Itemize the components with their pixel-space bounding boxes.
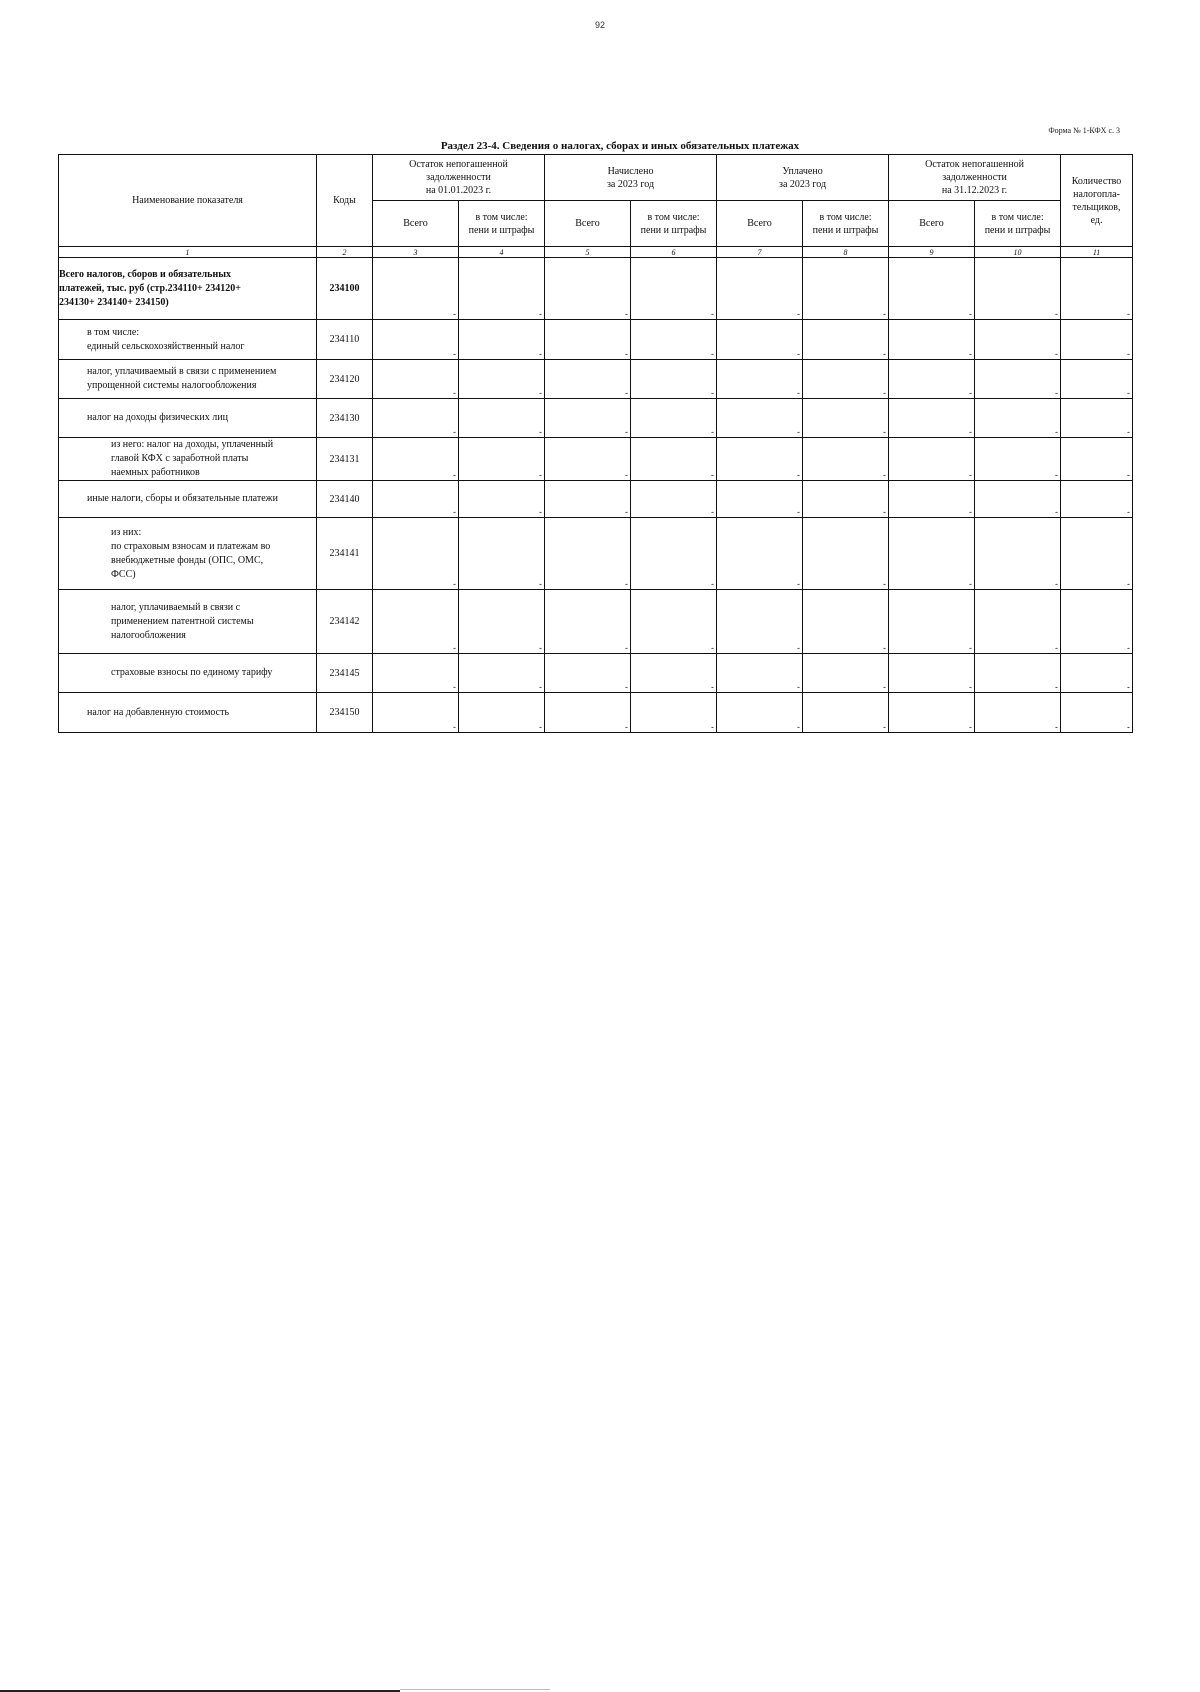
empty-value-dash: - — [711, 309, 715, 319]
empty-value-dash: - — [539, 388, 542, 398]
value-cell — [459, 320, 545, 360]
header-incl-line2: пени и штрафы — [640, 224, 707, 236]
indicator-code: 234141 — [317, 518, 373, 590]
empty-value-dash: - — [1055, 579, 1059, 589]
empty-value-dash: - — [539, 722, 542, 732]
indicator-name-line: из них: — [111, 526, 142, 538]
indicator-name-line: внебюджетные фонды (ОПС, ОМС, — [111, 554, 264, 566]
indicator-name — [59, 258, 317, 320]
value-cell — [1061, 590, 1133, 654]
bottom-smudge — [400, 1689, 550, 1690]
indicator-name-line: упрощенной системы налогообложения — [87, 380, 257, 391]
indicator-code: 234110 — [317, 320, 373, 360]
value-cell — [631, 438, 717, 481]
empty-value-dash: - — [883, 579, 887, 589]
empty-value-dash: - — [969, 427, 973, 437]
column-number: 10 — [975, 247, 1061, 258]
header-paid-penalties — [803, 201, 889, 247]
empty-value-dash: - — [883, 682, 887, 692]
value-cell — [803, 320, 889, 360]
value-cell — [1061, 481, 1133, 518]
header-incl-line2: пени и штрафы — [984, 224, 1051, 236]
value-cell — [717, 654, 803, 693]
value-cell — [631, 360, 717, 399]
value-cell — [889, 481, 975, 518]
header-incl-line2: пени и штрафы — [468, 224, 535, 236]
empty-value-dash: - — [453, 309, 456, 319]
header-count-line2: налогопла- — [1073, 188, 1120, 200]
empty-value-dash: - — [1127, 388, 1131, 398]
indicator-code: 234131 — [317, 438, 373, 481]
page-number: 92 — [594, 20, 605, 30]
indicator-name-line: налог, уплачиваемый в связи с применением — [87, 366, 277, 377]
indicator-code: 234145 — [317, 654, 373, 693]
header-end-debt-line1: Остаток непогашенной — [925, 159, 1024, 170]
header-paid-total: Всего — [717, 201, 803, 247]
header-paid — [717, 155, 889, 201]
value-cell — [631, 481, 717, 518]
table-row — [59, 320, 1133, 360]
value-cell — [889, 360, 975, 399]
value-cell — [545, 518, 631, 590]
empty-value-dash: - — [883, 722, 887, 732]
empty-value-dash: - — [453, 579, 456, 589]
empty-value-dash: - — [453, 507, 456, 517]
section-title: Раздел 23-4. Сведения о налогах, сборах и иных обязательных платежах — [440, 140, 800, 152]
header-end-penalties — [975, 201, 1061, 247]
indicator-name-line: ФСС) — [111, 568, 136, 580]
value-cell — [803, 654, 889, 693]
value-cell — [889, 258, 975, 320]
indicator-code: 234130 — [317, 399, 373, 438]
value-cell — [631, 590, 717, 654]
empty-value-dash: - — [883, 470, 887, 480]
value-cell — [373, 481, 459, 518]
value-cell — [975, 399, 1061, 438]
empty-value-dash: - — [883, 507, 887, 517]
value-cell — [545, 438, 631, 481]
empty-value-dash: - — [625, 388, 628, 398]
empty-value-dash: - — [1055, 643, 1059, 653]
value-cell — [631, 518, 717, 590]
empty-value-dash: - — [711, 427, 715, 437]
empty-value-dash: - — [1127, 470, 1131, 480]
empty-value-dash: - — [539, 682, 542, 692]
value-cell — [631, 320, 717, 360]
empty-value-dash: - — [711, 507, 715, 517]
table-row — [59, 590, 1133, 654]
value-cell — [459, 258, 545, 320]
header-start-total: Всего — [373, 201, 459, 247]
empty-value-dash: - — [625, 427, 628, 437]
indicator-name-line: главой КФХ с заработной платы — [111, 453, 249, 464]
empty-value-dash: - — [883, 388, 887, 398]
table-row — [59, 693, 1133, 733]
indicator-name-line: Всего налогов, сборов и обязательных — [59, 268, 232, 280]
value-cell — [545, 258, 631, 320]
empty-value-dash: - — [1055, 309, 1059, 319]
empty-value-dash: - — [797, 470, 801, 480]
value-cell — [889, 518, 975, 590]
header-start-debt — [373, 155, 545, 201]
empty-value-dash: - — [625, 682, 628, 692]
empty-value-dash: - — [1127, 682, 1131, 692]
empty-value-dash: - — [969, 309, 973, 319]
empty-value-dash: - — [625, 507, 628, 517]
indicator-code: 234142 — [317, 590, 373, 654]
column-number: 1 — [59, 247, 317, 258]
indicator-name — [59, 518, 317, 590]
empty-value-dash: - — [453, 349, 456, 359]
empty-value-dash: - — [1127, 349, 1131, 359]
empty-value-dash: - — [539, 470, 542, 480]
empty-value-dash: - — [797, 507, 801, 517]
value-cell — [975, 590, 1061, 654]
header-incl-line1: в том числе: — [475, 211, 528, 223]
empty-value-dash: - — [1055, 722, 1059, 732]
value-cell — [631, 654, 717, 693]
indicator-name-line: из него: налог на доходы, уплаченный — [111, 439, 274, 450]
header-indicator-name: Наименование показателя — [59, 155, 317, 247]
header-end-debt-line3: на 31.12.2023 г. — [941, 185, 1008, 196]
empty-value-dash: - — [539, 507, 542, 517]
indicator-name-line: налог на добавленную стоимость — [87, 706, 230, 718]
indicator-code: 234120 — [317, 360, 373, 399]
header-taxpayer-count — [1061, 155, 1133, 247]
indicator-name-line: платежей, тыс. руб (стр.234110+ 234120+ — [59, 282, 241, 294]
indicator-name — [59, 438, 317, 481]
form-label: Форма № 1-КФХ с. 3 — [1048, 126, 1120, 135]
empty-value-dash: - — [1055, 427, 1059, 437]
value-cell — [1061, 654, 1133, 693]
header-incl-line1: в том числе: — [819, 211, 872, 223]
value-cell — [373, 518, 459, 590]
header-count-line3: тельщиков, — [1072, 201, 1121, 213]
value-cell — [459, 518, 545, 590]
indicator-name — [59, 481, 317, 518]
header-paid-line1: Уплачено — [782, 165, 823, 177]
value-cell — [889, 693, 975, 733]
value-cell — [717, 360, 803, 399]
value-cell — [889, 399, 975, 438]
indicator-name-line: 234130+ 234140+ 234150) — [59, 296, 169, 308]
column-number: 4 — [459, 247, 545, 258]
value-cell — [373, 693, 459, 733]
header-end-debt — [889, 155, 1061, 201]
value-cell — [459, 399, 545, 438]
value-cell — [1061, 320, 1133, 360]
value-cell — [803, 518, 889, 590]
empty-value-dash: - — [969, 722, 973, 732]
value-cell — [803, 590, 889, 654]
value-cell — [803, 258, 889, 320]
header-codes: Коды — [317, 155, 373, 247]
value-cell — [545, 590, 631, 654]
empty-value-dash: - — [711, 579, 715, 589]
empty-value-dash: - — [1055, 349, 1059, 359]
empty-value-dash: - — [453, 470, 456, 480]
empty-value-dash: - — [797, 579, 801, 589]
header-accrued-penalties — [631, 201, 717, 247]
header-accrued-line1: Начислено — [607, 165, 654, 177]
table-row — [59, 654, 1133, 693]
value-cell — [975, 654, 1061, 693]
table-row — [59, 399, 1133, 438]
value-cell — [373, 258, 459, 320]
empty-value-dash: - — [625, 579, 628, 589]
indicator-name — [59, 360, 317, 399]
empty-value-dash: - — [625, 722, 628, 732]
value-cell — [459, 438, 545, 481]
indicator-name — [59, 693, 317, 733]
header-accrued-line2: за 2023 год — [606, 178, 655, 190]
indicator-name-line: страховые взносы по единому тарифу — [111, 667, 273, 678]
value-cell — [545, 693, 631, 733]
empty-value-dash: - — [539, 349, 542, 359]
empty-value-dash: - — [1127, 427, 1131, 437]
value-cell — [1061, 399, 1133, 438]
value-cell — [459, 481, 545, 518]
header-accrued-total: Всего — [545, 201, 631, 247]
value-cell — [717, 258, 803, 320]
empty-value-dash: - — [711, 470, 715, 480]
empty-value-dash: - — [453, 643, 456, 653]
value-cell — [545, 481, 631, 518]
value-cell — [545, 654, 631, 693]
empty-value-dash: - — [969, 470, 973, 480]
indicator-name-line: налог, уплачиваемый в связи с — [111, 601, 241, 613]
column-number: 9 — [889, 247, 975, 258]
empty-value-dash: - — [1127, 643, 1131, 653]
value-cell — [889, 320, 975, 360]
indicator-code: 234150 — [317, 693, 373, 733]
value-cell — [545, 360, 631, 399]
header-end-debt-line2: задолженности — [942, 172, 1007, 183]
column-number: 3 — [373, 247, 459, 258]
table-row — [59, 258, 1133, 320]
header-start-debt-line3: на 01.01.2023 г. — [425, 185, 492, 196]
table-row — [59, 360, 1133, 399]
value-cell — [631, 693, 717, 733]
table-row — [59, 518, 1133, 590]
empty-value-dash: - — [969, 507, 973, 517]
empty-value-dash: - — [1055, 388, 1059, 398]
value-cell — [717, 481, 803, 518]
empty-value-dash: - — [711, 682, 715, 692]
header-start-debt-line2: задолженности — [426, 172, 491, 183]
value-cell — [717, 438, 803, 481]
empty-value-dash: - — [797, 309, 801, 319]
value-cell — [717, 399, 803, 438]
value-cell — [1061, 360, 1133, 399]
empty-value-dash: - — [969, 349, 973, 359]
value-cell — [975, 481, 1061, 518]
value-cell — [889, 438, 975, 481]
empty-value-dash: - — [883, 349, 887, 359]
empty-value-dash: - — [711, 722, 715, 732]
value-cell — [803, 399, 889, 438]
value-cell — [459, 654, 545, 693]
column-number: 8 — [803, 247, 889, 258]
header-incl-line2: пени и штрафы — [812, 224, 879, 236]
indicator-name — [59, 654, 317, 693]
value-cell — [545, 320, 631, 360]
value-cell — [889, 590, 975, 654]
indicator-code: 234100 — [317, 258, 373, 320]
value-cell — [717, 518, 803, 590]
empty-value-dash: - — [539, 427, 542, 437]
empty-value-dash: - — [539, 309, 542, 319]
column-number: 7 — [717, 247, 803, 258]
header-start-debt-line1: Остаток непогашенной — [409, 159, 508, 170]
header-end-total: Всего — [889, 201, 975, 247]
indicator-code: 234140 — [317, 481, 373, 518]
table-row — [59, 481, 1133, 518]
indicator-name-line: применением патентной системы — [111, 615, 254, 627]
indicator-name-line: по страховым взносам и платежам во — [111, 540, 271, 552]
empty-value-dash: - — [797, 388, 801, 398]
empty-value-dash: - — [711, 349, 715, 359]
empty-value-dash: - — [453, 722, 456, 732]
empty-value-dash: - — [883, 427, 887, 437]
empty-value-dash: - — [883, 643, 887, 653]
indicator-name-line: налог на доходы физических лиц — [87, 412, 228, 423]
value-cell — [631, 258, 717, 320]
empty-value-dash: - — [797, 682, 801, 692]
header-count-line1: Количество — [1071, 175, 1122, 187]
value-cell — [373, 360, 459, 399]
value-cell — [1061, 258, 1133, 320]
empty-value-dash: - — [797, 722, 801, 732]
empty-value-dash: - — [1127, 722, 1131, 732]
empty-value-dash: - — [797, 349, 801, 359]
value-cell — [803, 693, 889, 733]
column-number: 11 — [1061, 247, 1133, 258]
value-cell — [1061, 518, 1133, 590]
indicator-name — [59, 399, 317, 438]
empty-value-dash: - — [625, 643, 628, 653]
value-cell — [803, 438, 889, 481]
table-row — [59, 438, 1133, 481]
value-cell — [373, 320, 459, 360]
empty-value-dash: - — [797, 643, 801, 653]
value-cell — [459, 590, 545, 654]
column-number: 5 — [545, 247, 631, 258]
header-incl-line1: в том числе: — [647, 211, 700, 223]
value-cell — [717, 320, 803, 360]
empty-value-dash: - — [969, 388, 973, 398]
value-cell — [1061, 693, 1133, 733]
value-cell — [803, 360, 889, 399]
value-cell — [975, 360, 1061, 399]
empty-value-dash: - — [625, 309, 628, 319]
tax-payments-table — [58, 154, 1133, 733]
empty-value-dash: - — [711, 643, 715, 653]
empty-value-dash: - — [625, 470, 628, 480]
value-cell — [373, 590, 459, 654]
value-cell — [459, 360, 545, 399]
header-start-penalties — [459, 201, 545, 247]
header-count-line4: ед. — [1090, 214, 1103, 226]
empty-value-dash: - — [1127, 507, 1131, 517]
empty-value-dash: - — [1055, 682, 1059, 692]
value-cell — [975, 438, 1061, 481]
empty-value-dash: - — [453, 427, 456, 437]
empty-value-dash: - — [1055, 507, 1059, 517]
indicator-name-line: иные налоги, сборы и обязательные платежи — [87, 493, 278, 504]
value-cell — [975, 518, 1061, 590]
value-cell — [803, 481, 889, 518]
column-number: 2 — [317, 247, 373, 258]
indicator-name — [59, 320, 317, 360]
value-cell — [373, 654, 459, 693]
header-incl-line1: в том числе: — [991, 211, 1044, 223]
value-cell — [1061, 438, 1133, 481]
value-cell — [373, 438, 459, 481]
value-cell — [975, 693, 1061, 733]
empty-value-dash: - — [539, 579, 542, 589]
empty-value-dash: - — [1127, 309, 1131, 319]
value-cell — [889, 654, 975, 693]
header-accrued — [545, 155, 717, 201]
value-cell — [717, 590, 803, 654]
empty-value-dash: - — [969, 579, 973, 589]
empty-value-dash: - — [797, 427, 801, 437]
column-number: 6 — [631, 247, 717, 258]
empty-value-dash: - — [625, 349, 628, 359]
empty-value-dash: - — [453, 682, 456, 692]
value-cell — [631, 399, 717, 438]
empty-value-dash: - — [453, 388, 456, 398]
value-cell — [373, 399, 459, 438]
value-cell — [459, 693, 545, 733]
indicator-name-line: единый сельскохозяйственный налог — [87, 340, 245, 352]
indicator-name-line: в том числе: — [87, 326, 140, 338]
empty-value-dash: - — [711, 388, 715, 398]
empty-value-dash: - — [1127, 579, 1131, 589]
indicator-name-line: налогообложения — [111, 629, 186, 641]
empty-value-dash: - — [883, 309, 887, 319]
empty-value-dash: - — [969, 682, 973, 692]
indicator-name — [59, 590, 317, 654]
value-cell — [545, 399, 631, 438]
value-cell — [975, 320, 1061, 360]
empty-value-dash: - — [1055, 470, 1059, 480]
empty-value-dash: - — [969, 643, 973, 653]
value-cell — [975, 258, 1061, 320]
empty-value-dash: - — [539, 643, 542, 653]
value-cell — [717, 693, 803, 733]
header-paid-line2: за 2023 год — [779, 178, 827, 190]
indicator-name-line: наемных работников — [111, 467, 200, 478]
